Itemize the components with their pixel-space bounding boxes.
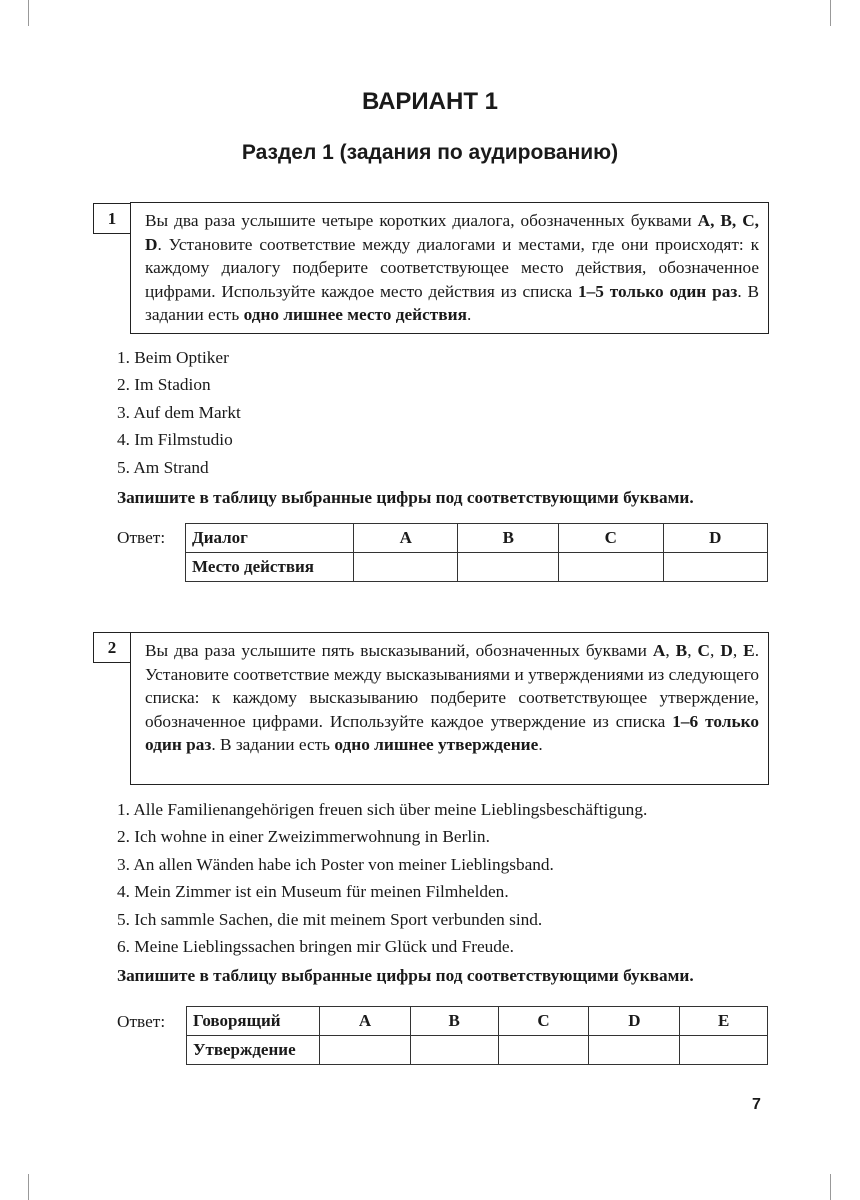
task1-number: 1 [93, 203, 131, 234]
task2-table-instruction: Запишите в таблицу выбранные цифры под соответствующими буквами. [117, 966, 694, 985]
page-number: 7 [752, 1096, 761, 1113]
task1-text-run: . [466, 305, 472, 325]
answer-cell[interactable] [680, 1036, 768, 1065]
task2-text-run: одно лишнее утверждение [334, 735, 539, 755]
table-header-cell: D [589, 1007, 680, 1036]
task2-text-run: 1–6 только один раз [145, 711, 759, 755]
task2-text-run: , [665, 641, 676, 660]
task2-text-run: , [732, 641, 744, 660]
crop-mark [28, 0, 29, 26]
table-header-cell: Диалог [186, 524, 354, 553]
table-header-cell: B [458, 524, 559, 553]
task2-text-run: A [652, 641, 666, 660]
crop-mark [830, 1174, 831, 1200]
answer-cell[interactable] [498, 1036, 589, 1065]
task2-text-run: B [675, 641, 688, 660]
task1-text-run: 1–5 только один раз [578, 281, 738, 301]
task2-text-run: . Установите соответствие между высказываниями и утверждениями из следующего списка: к каждому высказыванию подберите соответствующее утверждение, обозначенное цифрами. Используйте каждое утверждение из списка [145, 641, 760, 731]
table-header-cell: A [354, 524, 458, 553]
task2-instructions-box [130, 632, 769, 785]
table-header-cell: E [680, 1007, 768, 1036]
task1-text-run: одно лишнее место действия [243, 305, 467, 325]
task2-answer-label: Ответ: [117, 1012, 166, 1031]
task1-text-run: A, B, C, D [145, 211, 759, 254]
task1-option-item: 4. Im Filmstudio [117, 430, 233, 450]
task1-text-run: Вы два раза услышите четыре коротких диалога, обозначенных буквами [145, 211, 698, 230]
task2-option-item: 1. Alle Familienangehörigen freuen sich über meine Lieblingsbeschäftigung. [117, 800, 648, 819]
task1-text [145, 209, 759, 327]
table-row-label: Место действия [186, 553, 354, 582]
answer-cell[interactable] [559, 553, 663, 582]
task2-option-item: 3. An allen Wänden habe ich Poster von meiner Lieblingsband. [117, 854, 554, 874]
answer-cell[interactable] [320, 1036, 411, 1065]
task2-text-run: , [710, 641, 721, 660]
task2-text-run: D [720, 641, 733, 660]
task1-option-item: 1. Beim Optiker [117, 348, 229, 367]
task2-text-run: , [687, 641, 698, 660]
answer-cell[interactable] [354, 553, 458, 582]
task1-options-list [117, 344, 241, 481]
task2-text-run: C [697, 641, 711, 660]
variant-title: ВАРИАНТ 1 [361, 88, 499, 115]
task2-text-run: Вы два раза услышите пять высказываний, обозначенных буквами [145, 641, 653, 660]
table-row-label: Утверждение [187, 1036, 320, 1065]
answer-cell[interactable] [589, 1036, 680, 1065]
task2-option-item: 4. Mein Zimmer ist ein Museum für meinen Filmhelden. [117, 882, 509, 902]
answer-cell[interactable] [410, 1036, 498, 1065]
task1-text-run: . В задании есть [145, 281, 759, 325]
crop-mark [28, 1174, 29, 1200]
answer-cell[interactable] [663, 553, 768, 582]
task2-text-run: E [743, 641, 755, 660]
task2-text-run: . [538, 735, 543, 755]
task1-option-item: 3. Auf dem Markt [117, 402, 241, 422]
table-header-cell: A [320, 1007, 411, 1036]
answer-cell[interactable] [458, 553, 559, 582]
section-title: Раздел 1 (задания по аудированию) [241, 141, 619, 164]
task1-option-item: 2. Im Stadion [117, 375, 211, 395]
table-header-cell: C [559, 524, 663, 553]
task2-options-list [117, 796, 647, 960]
task1-table-instruction: Запишите в таблицу выбранные цифры под соответствующими буквами. [117, 488, 694, 507]
task2-text-run: . В задании есть [211, 735, 335, 755]
task1-instructions-box [130, 202, 769, 334]
task2-option-item: 2. Ich wohne in einer Zweizimmerwohnung in Berlin. [117, 827, 490, 847]
task2-option-item: 6. Meine Lieblingssachen bringen mir Glück und Freude. [117, 936, 514, 956]
task1-answer-label: Ответ: [117, 528, 166, 547]
table-header-cell: D [663, 524, 768, 553]
task2-text [145, 639, 759, 757]
crop-mark [830, 0, 831, 26]
task1-option-item: 5. Am Strand [117, 457, 209, 477]
table-header-cell: C [498, 1007, 589, 1036]
task1-text-run: . Установите соответствие между диалогами и местами, где они происходят: к каждому диалогу подберите соответствующее место действия, обозначенное цифрами. Используйте каждое место действия из списка [145, 234, 759, 301]
task2-number: 2 [93, 632, 131, 663]
table-header-cell: B [410, 1007, 498, 1036]
task2-answer-table [186, 1006, 768, 1065]
table-header-cell: Говорящий [187, 1007, 320, 1036]
task1-answer-table [185, 523, 768, 582]
task2-option-item: 5. Ich sammle Sachen, die mit meinem Sport verbunden sind. [117, 909, 543, 929]
